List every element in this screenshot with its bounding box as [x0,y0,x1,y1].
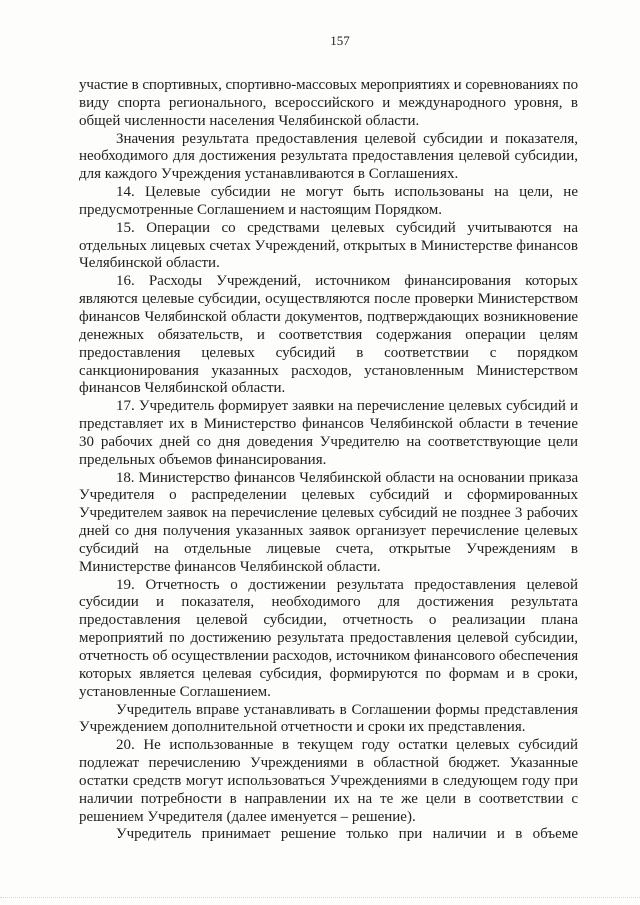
text-line: 16. Расходы Учреждений, источником финансирования которых [116,273,578,290]
document-body [79,77,578,844]
text-line: наличии потребности в направлении их на те же цели в соответствии с [79,790,578,807]
paragraph [79,737,578,826]
text-line: предоставления целевых субсидий в соответствии с порядком [79,344,578,361]
paragraph [79,184,578,220]
text-line: предоставления целевой субсидии, отчетность о реализации плана [79,612,578,629]
text-line: необходимого для достижения результата предоставления целевой субсидии, [79,148,578,165]
text-line: 17. Учредитель формирует заявки на перечисление целевых субсидий и [116,398,578,415]
text-line: 20. Не использованные в текущем году остатки целевых субсидий [116,737,578,754]
text-line: Учредитель вправе устанавливать в Соглашении формы представления [116,701,578,718]
text-line: субсидии и показателя, необходимого для достижения результата [79,594,578,611]
text-line: участие в спортивных, спортивно-массовых мероприятиях и соревнованиях по [79,77,578,93]
paragraph [79,273,578,398]
paragraph [79,398,578,469]
text-line: виду спорта регионального, всероссийского и международного уровня, в [79,94,578,111]
text-line: 19. Отчетность о достижении результата предоставления целевой [116,576,578,593]
paragraph [79,470,578,577]
text-line: решением Учредителя (далее именуется – решение). [79,808,416,825]
text-line: Учреждением дополнительной отчетности и сроки их представления. [79,719,526,736]
text-line: установленные Соглашением. [79,683,271,700]
paragraph [79,131,578,185]
text-line: финансов Челябинской области документов, подтверждающих возникновение [79,308,578,325]
text-line: санкционирования указанных расходов, установленным Министерством [79,362,578,379]
paragraph [79,577,578,702]
text-line: для каждого Учреждения устанавливаются в Соглашениях. [79,166,459,183]
text-line: субсидий на отдельные лицевые счета, открытые Учреждениям в [79,540,578,557]
page-number: 157 [330,33,350,48]
scan-edge-artifact [0,897,640,898]
paragraph [79,220,578,274]
text-line: 14. Целевые субсидии не могут быть использованы на цели, не [116,184,578,201]
text-line: которых является целевая субсидия, формируются по формам и в сроки, [79,665,578,682]
text-line: предусмотренные Соглашением и настоящим Порядком. [79,201,442,218]
text-line: Учредителя о распределении целевых субсидий и сформированных [79,487,578,504]
text-line: 15. Операции со средствами целевых субсидий учитываются на [116,219,578,236]
text-line: предельных объемов финансирования. [79,451,327,468]
text-line: Значения результата предоставления целевой субсидии и показателя, [116,130,578,147]
text-line: подлежат перечислению Учреждениями в областной бюджет. Указанные [79,755,578,772]
text-line: представляет их в Министерство финансов Челябинской области в течение [79,416,578,433]
text-line: Учредителем заявок на перечисление целевых субсидий не позднее 3 рабочих [79,505,578,522]
text-line: отчетность об осуществлении расходов, источником финансового обеспечения [79,648,578,664]
continuing-paragraph [79,826,578,844]
text-line: являются целевые субсидии, осуществляются после проверки Министерством [79,291,578,308]
text-line: Министерстве финансов Челябинской области. [79,558,381,575]
text-line: общей численности населения Челябинской области. [79,112,420,129]
text-line: дней со дня получения указанных заявок организует перечисление целевых [79,523,578,540]
continued-paragraph [79,77,578,131]
text-line: финансов Челябинской области. [79,380,286,397]
text-line: Учредитель принимает решение только при наличии и в объеме [116,826,578,843]
text-line: мероприятий по достижению результата предоставления целевой субсидии, [79,630,578,647]
paragraph [79,702,578,738]
text-line: Челябинской области. [79,255,220,272]
text-line: денежных обязательств, и соответствия содержания операции целям [79,326,578,343]
text-line: 30 рабочих дней со дня доведения Учредителю на соответствующие цели [79,433,578,450]
text-line: 18. Министерство финансов Челябинской области на основании приказа [116,469,578,486]
text-line: отдельных лицевых счетах Учреждений, открытых в Министерстве финансов [79,237,578,254]
text-line: остатки средств могут использоваться Учреждениями в следующем году при [79,772,578,789]
